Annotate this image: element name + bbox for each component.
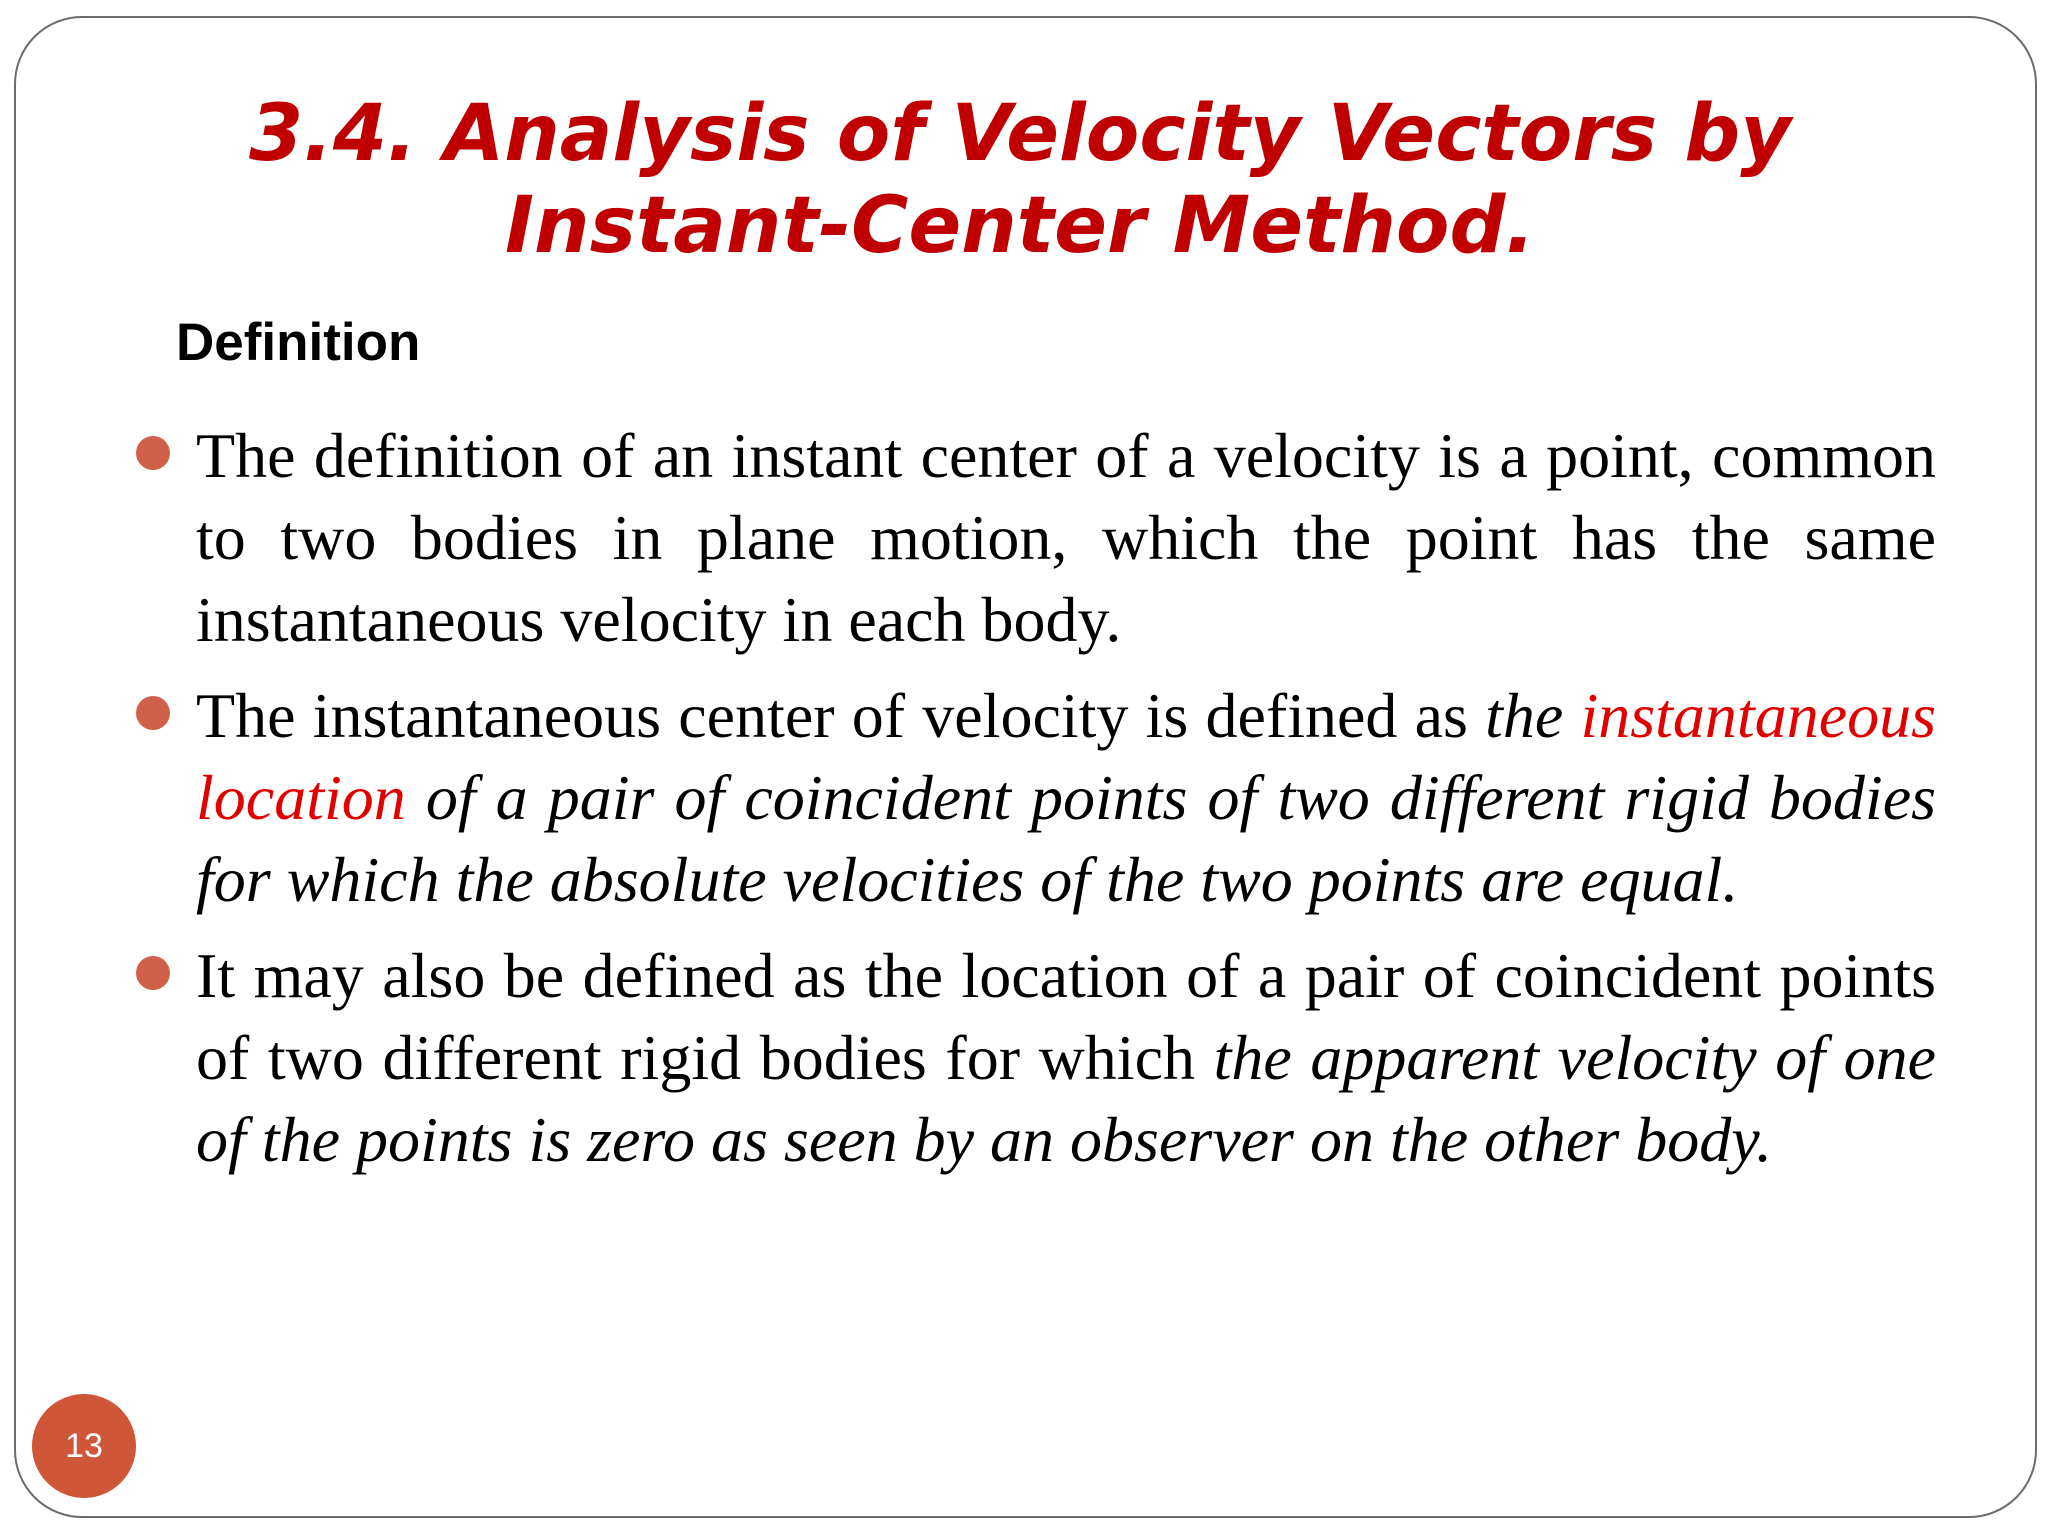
bullet-item-2 [196,675,1936,921]
bullet-2-normal: The instantaneous center of velocity is defined as [196,680,1486,751]
section-heading: Definition [176,313,421,372]
title-line-1: 3.4. Analysis of Velocity Vectors by [248,89,1792,179]
bullet-item-3 [196,935,1936,1181]
bullet-text [196,935,1936,1181]
page-number-badge: 13 [32,1394,136,1498]
bullet-item-1 [196,415,1936,661]
bullet-dot-icon [136,436,170,470]
bullet-2-italic-b: of a pair of coincident points of two different rigid bodies for which the absolute velocities of the two points are equal. [196,762,1936,915]
bullet-2-italic-a: the [1485,680,1581,751]
bullet-2-highlight: instantaneous location [196,680,1936,833]
bullet-3-normal: It may also be defined as the location of a pair of coincident points of two different rigid bodies for which [196,940,1936,1093]
bullet-1-text: The definition of an instant center of a velocity is a point, common to two bodies in plane motion, which the point has the same instantaneous velocity in each body. [196,420,1936,655]
bullet-text [196,415,1936,661]
bullet-text [196,675,1936,921]
bullet-dot-icon [136,956,170,990]
title-line-2: Instant-Center Method. [505,181,1535,271]
slide-title [160,88,1880,272]
bullet-dot-icon [136,696,170,730]
bullet-3-italic: the apparent velocity of one of the points is zero as seen by an observer on the other body. [196,1022,1937,1175]
bullet-list [196,415,1936,1195]
